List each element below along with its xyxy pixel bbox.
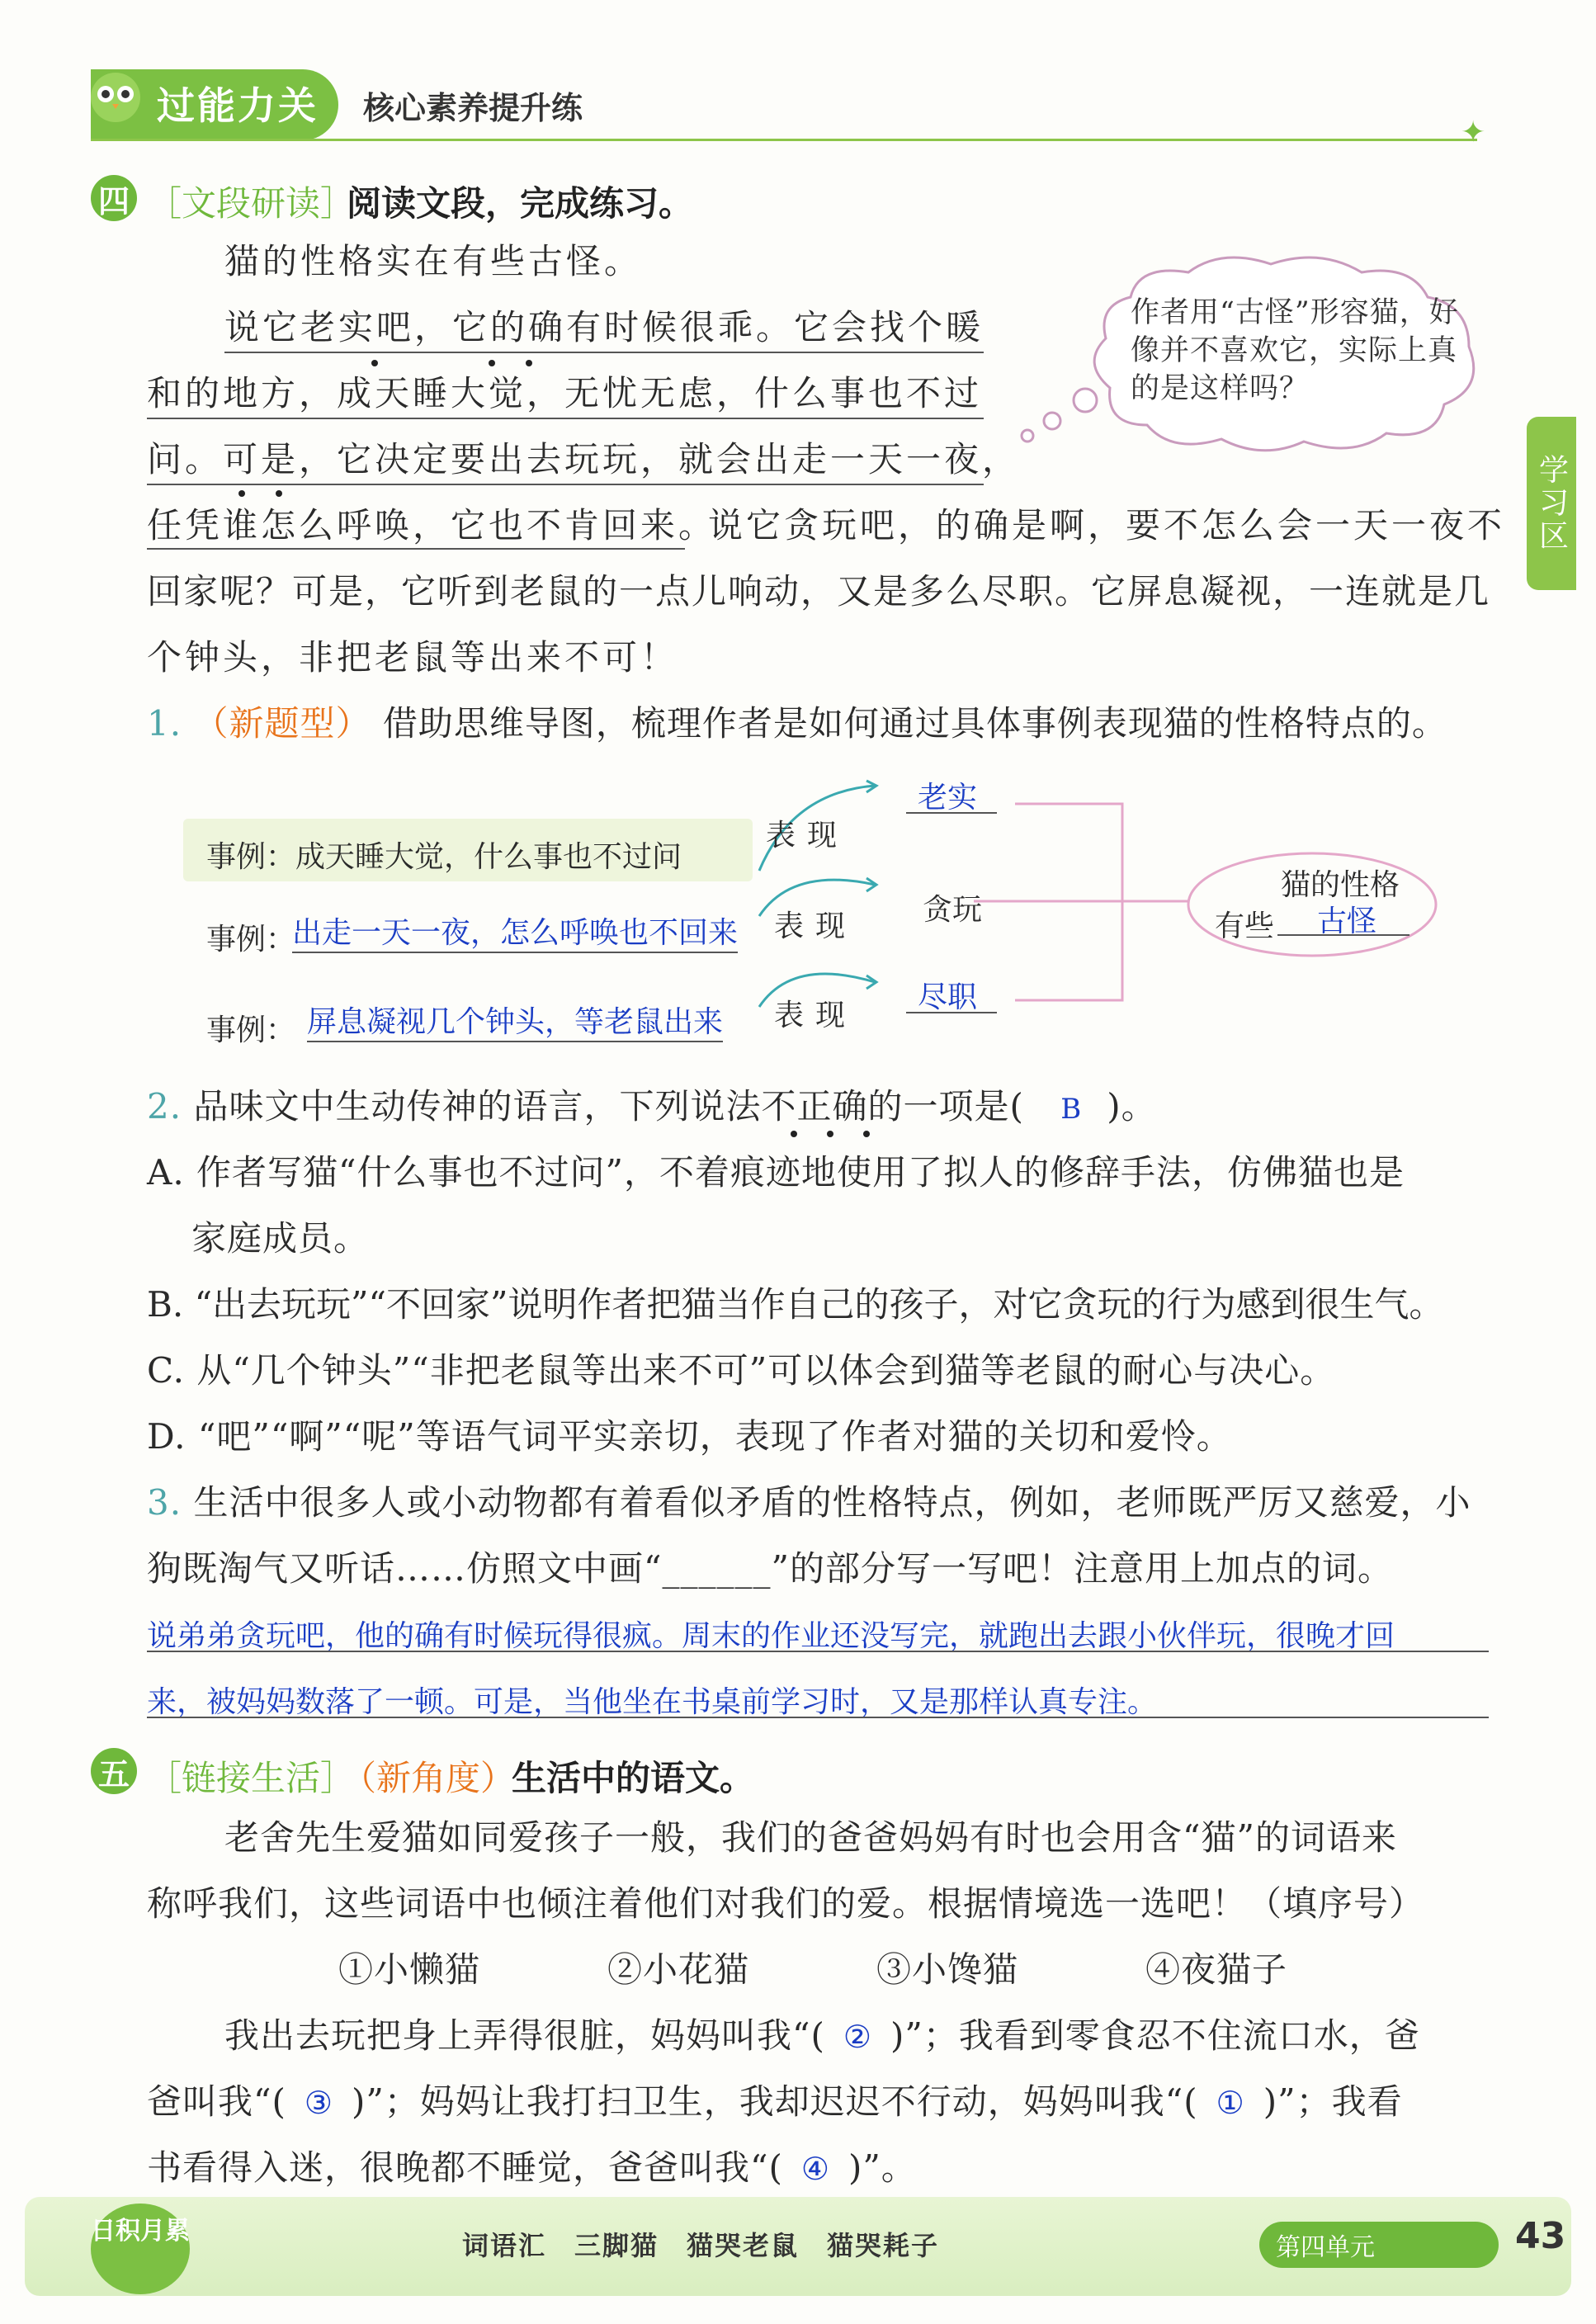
underline (1277, 934, 1409, 936)
passage-line: 猫的性格实在有些古怪。 (224, 241, 643, 281)
section-badge-5: 五 (91, 1748, 137, 1794)
footer-unit: 第四单元 (1259, 2222, 1499, 2268)
mindmap-summary-prefix: 有些 (1215, 909, 1275, 943)
question-3: 3. 生活中很多人或小动物都有着看似矛盾的性格特点，例如，老师既严厉又慈爱，小 (147, 1482, 1471, 1523)
section-title: 生活中的语文。 (512, 1758, 755, 1798)
footer-badge: 日积月累 (91, 2204, 190, 2294)
s5-text-line: 老舍先生爱猫如同爱孩子一般，我们的爸爸妈妈有时也会用含“猫”的词语来 (224, 1817, 1397, 1858)
s5-sentence-3: 书看得入迷，很晚都不睡觉，爸爸叫我“( ④ )”。 (147, 2147, 917, 2188)
underline (906, 812, 997, 814)
mindmap-example-label: 事例： (206, 1013, 296, 1047)
s5-option-3: ③小馋猫 (876, 1949, 1019, 1990)
passage-line: 问。可是，它决定要出去玩玩，就会出走一天一夜， (147, 439, 1021, 479)
section-badge-4: 四 (91, 175, 137, 221)
q2-option-c: C. 从“几个钟头”“非把老鼠等出来不可”可以体会到猫等老鼠的耐心与决心。 (147, 1350, 1336, 1391)
footer-words: 词语汇 三脚猫 猫哭老鼠 猫哭耗子 (462, 2230, 940, 2261)
q2-option-d: D. “吧”“啊”“呢”等语气词平实亲切，表现了作者对猫的关切和爱怜。 (147, 1416, 1232, 1457)
mindmap-trait-1-answer: 老实 (918, 781, 978, 815)
star-icon: ✦ (1461, 116, 1486, 149)
answer-line (147, 1717, 1489, 1718)
section-tag: ［链接生活］ (147, 1758, 356, 1798)
mindmap-summary-top: 猫的性格 (1281, 868, 1400, 902)
passage-line: 任凭谁怎么呼唤，它也不肯回来。 (147, 505, 717, 546)
emphasis-not-correct: 不正确 (761, 1086, 868, 1127)
mindmap-show-label: 表现 (774, 999, 857, 1032)
s5-option-4: ④夜猫子 (1145, 1949, 1288, 1990)
passage-line: 和的地方，成天睡大觉，无忧无虑，什么事也不过 (147, 373, 983, 413)
question-1 (147, 703, 1447, 744)
mindmap-example-1: 事例：成天睡大觉，什么事也不过问 (206, 840, 682, 874)
section-tag-new-angle: （新角度） (342, 1758, 516, 1798)
s5-sentence-1: 我出去玩把身上弄得很脏，妈妈叫我“( ② )”；我看到零食忍不住流口水，爸 (224, 2015, 1420, 2056)
mindmap-show-label: 表现 (774, 909, 857, 943)
section-title: 阅读文段，完成练习。 (347, 183, 694, 224)
passage-line: 说它老实吧，它的确有时候很乖。它会找个暖 (224, 307, 985, 347)
question-tag: （新题型） (193, 703, 371, 744)
s5-option-1: ①小懒猫 (338, 1949, 481, 1990)
question-2: 2. 品味文中生动传神的语言，下列说法不正确的一项是( B )。 (147, 1086, 1157, 1127)
s5-answer-1: ② (843, 2019, 872, 2055)
q3-answer-line-2: 来，被妈妈数落了一顿。可是，当他坐在书桌前学习时，又是那样认真专注。 (147, 1685, 1158, 1719)
passage-line: 说它贪玩吧，的确是啊，要不怎么会一天一夜不 (708, 505, 1506, 546)
mindmap-example-label: 事例： (206, 923, 296, 957)
s5-answer-2: ③ (304, 2085, 333, 2121)
s5-text-line: 称呼我们，这些词语中也倾注着他们对我们的爱。根据情境选一选吧！（填序号） (147, 1883, 1425, 1924)
underline (906, 1012, 997, 1013)
mindmap-example-2-answer: 出走一天一夜，怎么呼唤也不回来 (292, 909, 738, 953)
s5-answer-4: ④ (800, 2151, 830, 2187)
mindmap-summary-answer: 古怪 (1317, 905, 1377, 938)
q3-answer-line-1: 说弟弟贪玩吧，他的确有时候玩得很疯。周末的作业还没写完，就跑出去跟小伙伴玩，很晚才回 (147, 1619, 1395, 1653)
section-tag: ［文段研读］ (147, 183, 356, 224)
mindmap-show-label: 表现 (766, 819, 849, 853)
header-title: 过能力关 (157, 83, 319, 128)
q2-answer: B (1060, 1093, 1083, 1126)
header-subtitle: 核心素养提升练 (363, 90, 583, 126)
q2-option-a-cont: 家庭成员。 (191, 1218, 370, 1259)
passage-line: 回家呢？可是，它听到老鼠的一点儿响动，又是多么尽职。它屏息凝视，一连就是几 (147, 571, 1491, 612)
thought-cloud-text: 作者用“古怪”形容猫，好像并不喜欢它，实际上真的是这样吗？ (1131, 296, 1459, 405)
side-tab-study-area: 学习区 (1527, 417, 1576, 590)
page-number: 43 (1515, 2215, 1566, 2257)
question-number: 1. (147, 703, 182, 744)
question-3-cont: 狗既淘气又听话……仿照文中画“______”的部分写一写吧！注意用上加点的词。 (147, 1548, 1393, 1589)
mindmap-trait-2: 贪玩 (923, 893, 983, 927)
mindmap-trait-3-answer: 尽职 (918, 980, 978, 1014)
s5-option-2: ②小花猫 (607, 1949, 750, 1990)
q2-option-b: B. “出去玩玩”“不回家”说明作者把猫当作自己的孩子，对它贪玩的行为感到很生气。 (147, 1284, 1444, 1325)
answer-line (147, 1651, 1489, 1652)
emphasis-dots (776, 1127, 891, 1141)
s5-answer-3: ① (1216, 2085, 1245, 2121)
mindmap-example-3-answer: 屏息凝视几个钟头，等老鼠出来 (307, 999, 723, 1042)
q2-option-a: A. 作者写猫“什么事也不过问”，不着痕迹地使用了拟人的修辞手法，仿佛猫也是 (147, 1152, 1405, 1193)
question-text: 借助思维导图，梳理作者是如何通过具体事例表现猫的性格特点的。 (382, 703, 1447, 744)
passage-line: 个钟头，非把老鼠等出来不可！ (147, 637, 679, 678)
s5-sentence-2: 爸叫我“( ③ )”；妈妈让我打扫卫生，我却迟迟不行动，妈妈叫我“( ① )”；我看 (147, 2081, 1403, 2122)
